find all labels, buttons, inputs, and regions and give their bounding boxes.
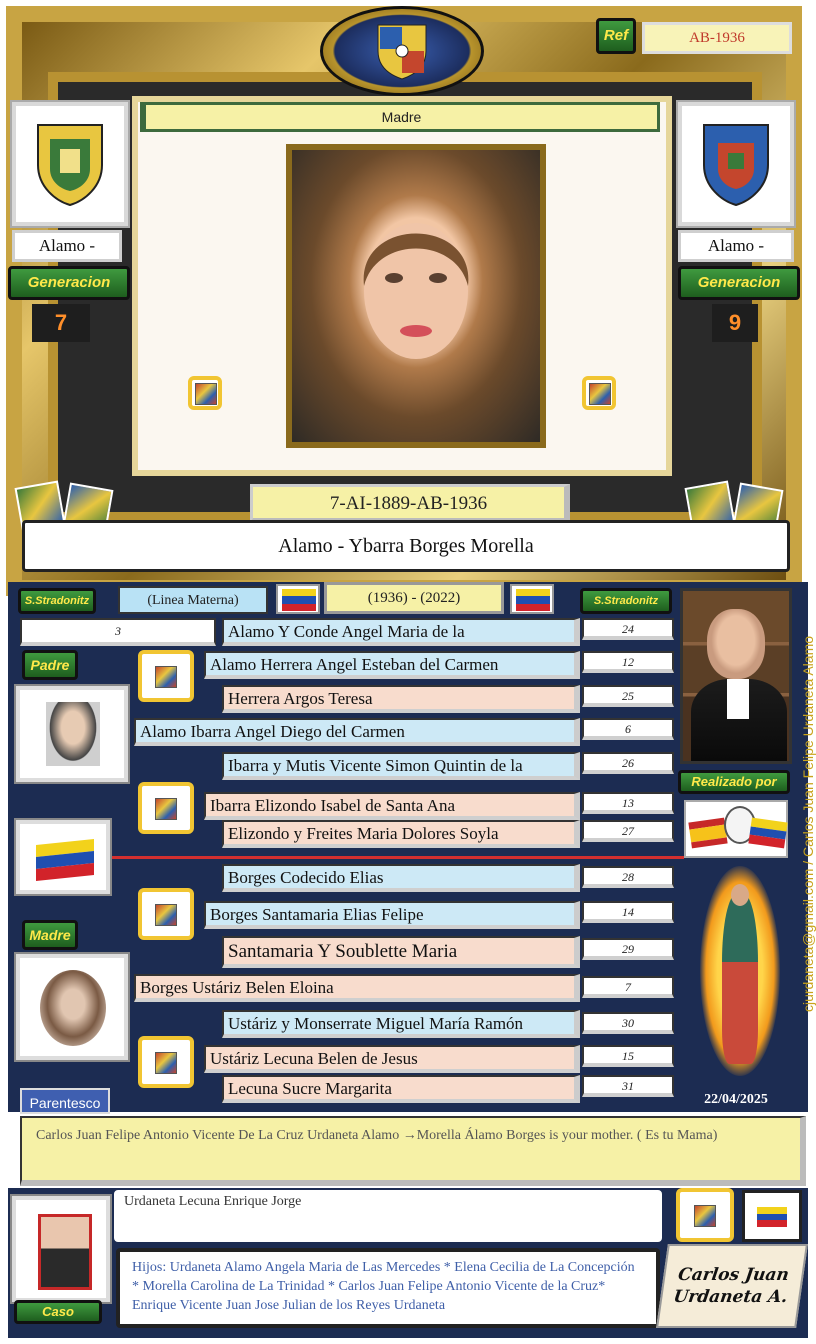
- venezuela-flag-button[interactable]: [16, 820, 110, 894]
- father-photo[interactable]: [16, 686, 128, 782]
- ancestor-row[interactable]: Lecuna Sucre Margarita: [222, 1075, 580, 1103]
- ancestor-number: 29: [582, 938, 674, 960]
- caso-label: Caso: [14, 1300, 102, 1324]
- ancestor-number: 25: [582, 685, 674, 707]
- emblem-icon[interactable]: [676, 1188, 734, 1242]
- signature: Carlos Juan Urdaneta A.: [656, 1244, 808, 1328]
- right-generation-label: Generacion: [678, 266, 800, 300]
- portrait-role: Madre: [140, 102, 660, 132]
- ancestor-number: 12: [582, 651, 674, 673]
- children-list: Hijos: Urdaneta Alamo Angela Maria de Las Mercedes * Elena Cecilia de La Concepción * Morella Carolina de La Trinidad * Carlos Juan Felipe Antonio Vicente de la Cruz* Enrique Vicente Juan Jose Julian de los Reyes Urdaneta: [116, 1248, 660, 1328]
- ancestor-row[interactable]: Borges Codecido Elias: [222, 864, 580, 892]
- self-number: 3: [20, 618, 216, 646]
- author-photo[interactable]: [680, 588, 792, 764]
- date: 22/04/2025: [704, 1092, 768, 1107]
- parentesco-text: Carlos Juan Felipe Antonio Vicente De La Cruz Urdaneta Alamo →Morella Álamo Borges is your mother. ( Es tu Mama): [20, 1116, 806, 1186]
- stradonitz-left-label: S.Stradonitz: [18, 588, 96, 614]
- left-coat-of-arms: [12, 102, 128, 226]
- right-generation-number: 9: [712, 304, 758, 342]
- venezuela-flag-icon: [276, 584, 320, 614]
- ancestor-row[interactable]: Alamo Y Conde Angel Maria de la: [222, 618, 580, 646]
- emblem-icon[interactable]: [138, 650, 194, 702]
- portrait-photo: [286, 144, 546, 448]
- spouse-photo[interactable]: [12, 1196, 110, 1302]
- stradonitz-right-label: S.Stradonitz: [580, 588, 672, 614]
- made-by-label: Realizado por: [678, 770, 790, 794]
- ancestor-row[interactable]: Ibarra Elizondo Isabel de Santa Ana: [204, 792, 580, 820]
- ancestor-row[interactable]: Borges Santamaria Elias Felipe: [204, 901, 580, 929]
- ref-label: Ref: [596, 18, 636, 54]
- ancestor-number: 13: [582, 792, 674, 814]
- paternal-maternal-divider: [112, 856, 684, 859]
- ancestor-number: 24: [582, 618, 674, 640]
- ancestor-number: 15: [582, 1045, 674, 1067]
- ancestor-number: 7: [582, 976, 674, 998]
- ancestor-number: 27: [582, 820, 674, 842]
- emblem-icon[interactable]: [138, 782, 194, 834]
- ancestor-row[interactable]: Borges Ustáriz Belen Eloina: [134, 974, 580, 1002]
- ancestor-row[interactable]: Ustáriz y Monserrate Miguel María Ramón: [222, 1010, 580, 1038]
- emblem-icon[interactable]: [138, 1036, 194, 1088]
- left-generation-number: 7: [32, 304, 90, 342]
- right-surname: Alamo -: [678, 230, 794, 262]
- madre-label: Madre: [22, 920, 78, 950]
- emblem-icon[interactable]: [138, 888, 194, 940]
- ancestor-row[interactable]: Herrera Argos Teresa: [222, 685, 580, 713]
- left-small-emblem-icon[interactable]: [188, 376, 222, 410]
- lifespan-years: (1936) - (2022): [324, 582, 504, 614]
- spain-venezuela-flags-icon: [684, 800, 788, 858]
- padre-label: Padre: [22, 650, 78, 680]
- ancestor-number: 31: [582, 1075, 674, 1097]
- ref-code: AB-1936: [642, 22, 792, 54]
- ancestor-row[interactable]: Alamo Herrera Angel Esteban del Carmen: [204, 651, 580, 679]
- ancestor-row[interactable]: Ibarra y Mutis Vicente Simon Quintin de la: [222, 752, 580, 780]
- ancestor-number: 14: [582, 901, 674, 923]
- portrait-id-code: 7-AI-1889-AB-1936: [250, 484, 570, 524]
- line-label: (Linea Materna): [118, 586, 268, 614]
- venezuela-flag-button[interactable]: [742, 1190, 802, 1242]
- ancestor-row[interactable]: Elizondo y Freites Maria Dolores Soyla: [222, 820, 580, 848]
- venezuela-flag-icon: [510, 584, 554, 614]
- ancestor-number: 26: [582, 752, 674, 774]
- spouse-name: Urdaneta Lecuna Enrique Jorge: [114, 1190, 662, 1242]
- author-contact-vertical: cjurdaneta@gmail.com / Carlos Juan Felipe Urdaneta Alamo: [800, 635, 816, 1013]
- right-small-emblem-icon[interactable]: [582, 376, 616, 410]
- mother-photo[interactable]: [16, 954, 128, 1060]
- ancestor-row[interactable]: Ustáriz Lecuna Belen de Jesus: [204, 1045, 580, 1073]
- left-surname: Alamo -: [12, 230, 122, 262]
- parentesco-label: Parentesco: [20, 1088, 110, 1114]
- ancestor-number: 6: [582, 718, 674, 740]
- virgin-of-guadalupe-image: [700, 866, 780, 1088]
- ancestor-number: 28: [582, 866, 674, 888]
- ancestor-number: 30: [582, 1012, 674, 1034]
- ancestor-row[interactable]: Alamo Ibarra Angel Diego del Carmen: [134, 718, 580, 746]
- right-coat-of-arms: [678, 102, 794, 226]
- portrait-name: Alamo - Ybarra Borges Morella: [22, 520, 790, 572]
- ancestor-row[interactable]: Santamaria Y Soublette Maria: [222, 936, 580, 968]
- left-generation-label: Generacion: [8, 266, 130, 300]
- top-crest-icon: [320, 6, 484, 96]
